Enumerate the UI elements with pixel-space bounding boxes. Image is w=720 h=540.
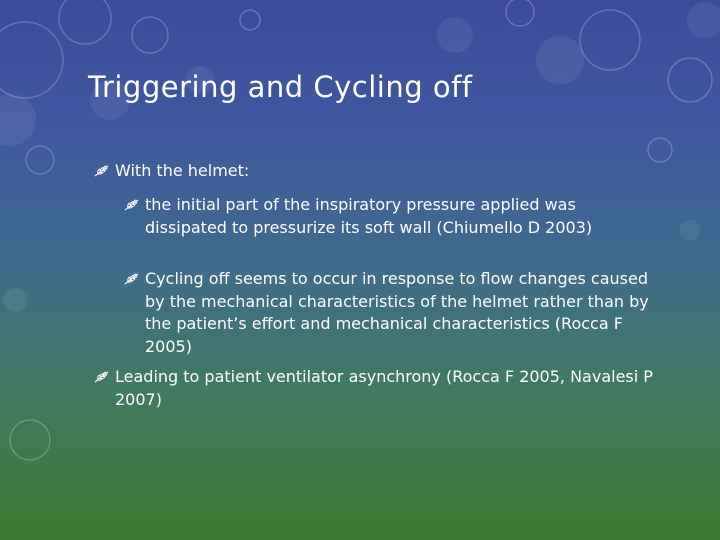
bullet-text: Cycling off seems to occur in response to flow changes caused by the mechanical characteristics of the helmet rather than by the patient’s effort and mechanical characteristics (Rocca F 2005) [145, 269, 649, 356]
bullet-text: the initial part of the inspiratory pressure applied was dissipated to pressurize its soft wall (Chiumello D 2003) [145, 195, 593, 237]
sub-bullet-item [124, 194, 654, 239]
fern-leaf-icon [94, 164, 110, 178]
bullet-item [94, 160, 654, 183]
bullet-item [94, 366, 654, 411]
fern-leaf-icon [124, 272, 140, 286]
fern-leaf-icon [124, 198, 140, 212]
bullet-text: With the helmet: [115, 161, 250, 180]
sub-bullet-item [124, 268, 654, 358]
slide-title: Triggering and Cycling off [88, 70, 473, 104]
fern-leaf-icon [94, 370, 110, 384]
bullet-text: Leading to patient ventilator asynchrony (Rocca F 2005, Navalesi P 2007) [115, 367, 653, 409]
